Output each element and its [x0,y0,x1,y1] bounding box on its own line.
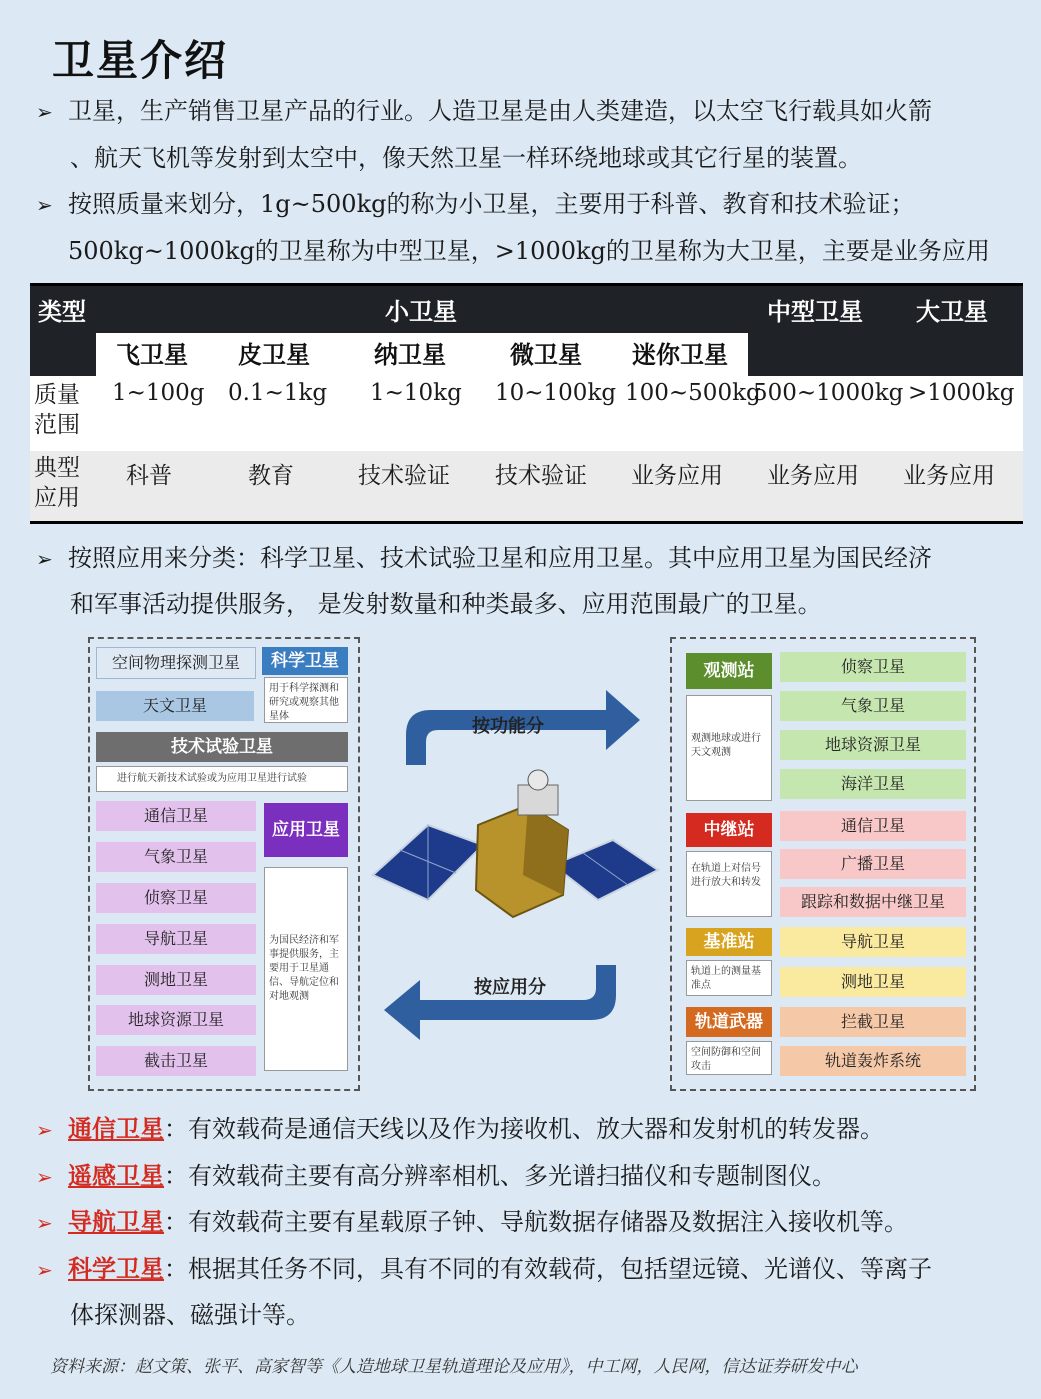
bullet-2: ➢ 按照质量来划分，1g~500kg的称为小卫星，主要用于科普、教育和技术验证； [36,190,915,218]
tech-desc: 进行航天新技术试验或为应用卫星进行试验 [96,766,348,792]
payload-3-name: 导航卫星 [68,1207,165,1236]
g1-tag: 观测站 [686,653,772,689]
table-header [30,283,1023,379]
g2-item-2: 广播卫星 [780,849,966,879]
page-title: 卫星介绍 [52,36,229,85]
payload-4-cont: 体探测器、磁强计等。 [70,1301,310,1329]
bullet-1: ➢ 卫星，生产销售卫星产品的行业。人造卫星是由人类建造，以太空飞行载具如火箭 [36,97,933,125]
arrow-bottom-label: 按应用分 [474,977,546,998]
row-label-1: 典型 [34,455,80,481]
cell: 500~1000kg [753,380,904,406]
table-row-mass [30,376,1023,451]
bullet-2-cont: 500kg~1000kg的卫星称为中型卫星，>1000kg的卫星称为大卫星，主要是业务应用 [68,237,990,265]
payload-1-name: 通信卫星 [68,1114,165,1143]
bullet-2-text: 按照质量来划分，1g~500kg的称为小卫星，主要用于科普、教育和技术验证； [68,190,915,218]
g1-item-1: 侦察卫星 [780,652,966,682]
g3-item-1: 导航卫星 [780,927,966,957]
header-type: 类型 [38,297,86,326]
payload-4: ➢ 科学卫星：根据其任务不同，具有不同的有效载荷，包括望远镜、光谱仪、等离子 [36,1254,933,1283]
cell: 教育 [248,463,294,489]
payload-2: ➢ 遥感卫星：有效载荷主要有高分辨率相机、多光谱扫描仪和专题制图仪。 [36,1161,837,1190]
app-item-1: 通信卫星 [96,801,256,831]
app-item-7: 截击卫星 [96,1046,256,1076]
app-item-5: 测地卫星 [96,965,256,995]
cell: >1000kg [908,380,1015,406]
sci-desc: 用于科学探测和研究或观察其他星体 [264,677,348,723]
header-medium: 中型卫星 [767,297,863,326]
cell: 业务应用 [767,463,859,489]
payload-3-text: ：有效载荷主要有星载原子钟、导航数据存储器及数据注入接收机等。 [164,1208,909,1236]
g1-item-4: 海洋卫星 [780,769,966,799]
app-item-4: 导航卫星 [96,924,256,954]
payload-1-text: ：有效载荷是通信天线以及作为接收机、放大器和发射机的转发器。 [164,1115,885,1143]
g3-item-2: 测地卫星 [780,967,966,997]
g2-tag: 中继站 [686,813,772,847]
sci-tag: 科学卫星 [262,647,348,675]
row-label-2: 应用 [34,485,80,511]
g4-item-2: 轨道轰炸系统 [780,1046,966,1076]
sub-nano: 纳卫星 [374,340,446,369]
row-label [34,453,80,513]
payload-4-name: 科学卫星 [68,1254,165,1283]
bullet-3-text: 按照应用来分类：科学卫星、技术试验卫星和应用卫星。其中应用卫星为国民经济 [68,544,933,572]
satellite-icon [373,770,658,917]
app-item-2: 气象卫星 [96,842,256,872]
g2-item-3: 跟踪和数据中继卫星 [780,887,966,917]
classification-diagram [88,635,978,1093]
g2-item-1: 通信卫星 [780,811,966,841]
app-item-6: 地球资源卫星 [96,1005,256,1035]
table-row-usage [30,451,1023,524]
row-label-1: 质量 [34,382,80,408]
g4-item-1: 拦截卫星 [780,1007,966,1037]
source-footnote: 资料来源：赵文策、张平、高家智等《人造地球卫星轨道理论及应用》，中工网，人民网，信达证券研发中心 [50,1357,858,1377]
subheader-row [96,333,748,379]
g3-desc: 轨道上的测量基准点 [686,960,772,996]
bullet-3: ➢ 按照应用来分类：科学卫星、技术试验卫星和应用卫星。其中应用卫星为国民经济 [36,544,933,572]
row-label [34,380,80,440]
sub-pico: 皮卫星 [238,340,310,369]
g1-desc: 观测地球或进行天文观测 [686,695,772,801]
g3-tag: 基准站 [686,928,772,956]
cell: 科普 [126,463,172,489]
header-large: 大卫星 [916,297,988,326]
g4-desc: 空间防御和空间攻击 [686,1041,772,1075]
g2-desc: 在轨道上对信号进行放大和转发 [686,851,772,917]
payload-2-name: 遥感卫星 [68,1161,165,1190]
sub-mini: 迷你卫星 [632,340,728,369]
g1-item-3: 地球资源卫星 [780,730,966,760]
bullet-1-cont: 、航天飞机等发射到太空中，像天然卫星一样环绕地球或其它行星的装置。 [70,144,862,172]
cell: 技术验证 [358,463,450,489]
cell: 10~100kg [495,380,617,406]
g1-item-2: 气象卫星 [780,691,966,721]
satellite-class-table [30,283,1023,523]
payload-4-text: ：根据其任务不同，具有不同的有效载荷，包括望远镜、光谱仪、等离子 [164,1255,933,1283]
app-item-3: 侦察卫星 [96,883,256,913]
g4-tag: 轨道武器 [686,1007,772,1037]
tech-tag: 技术试验卫星 [96,732,348,762]
payload-3: ➢ 导航卫星：有效载荷主要有星载原子钟、导航数据存储器及数据注入接收机等。 [36,1207,909,1236]
sub-micro: 微卫星 [510,340,582,369]
payload-2-text: ：有效载荷主要有高分辨率相机、多光谱扫描仪和专题制图仪。 [164,1162,837,1190]
cell: 业务应用 [631,463,723,489]
bullet-1-text: 卫星，生产销售卫星产品的行业。人造卫星是由人类建造，以太空飞行载具如火箭 [68,97,933,125]
cell: 0.1~1kg [228,380,328,406]
arrow-top-label: 按功能分 [472,716,544,737]
cell: 1~10kg [370,380,462,406]
sub-femto: 飞卫星 [116,340,188,369]
cell: 业务应用 [903,463,995,489]
app-desc: 为国民经济和军事提供服务，主要用于卫星通信、导航定位和对地观测 [264,867,348,1071]
header-small: 小卫星 [385,297,457,326]
cell: 100~500kg [625,380,761,406]
cell: 1~100g [112,380,205,406]
app-tag: 应用卫星 [264,803,348,857]
bullet-3-cont: 和军事活动提供服务， 是发射数量和种类最多、应用范围最广的卫星。 [70,590,822,618]
sci-item-2: 天文卫星 [96,691,254,721]
payload-1: ➢ 通信卫星：有效载荷是通信天线以及作为接收机、放大器和发射机的转发器。 [36,1114,885,1143]
sci-item-1: 空间物理探测卫星 [96,647,256,679]
cell: 技术验证 [495,463,587,489]
row-label-2: 范围 [34,412,80,438]
